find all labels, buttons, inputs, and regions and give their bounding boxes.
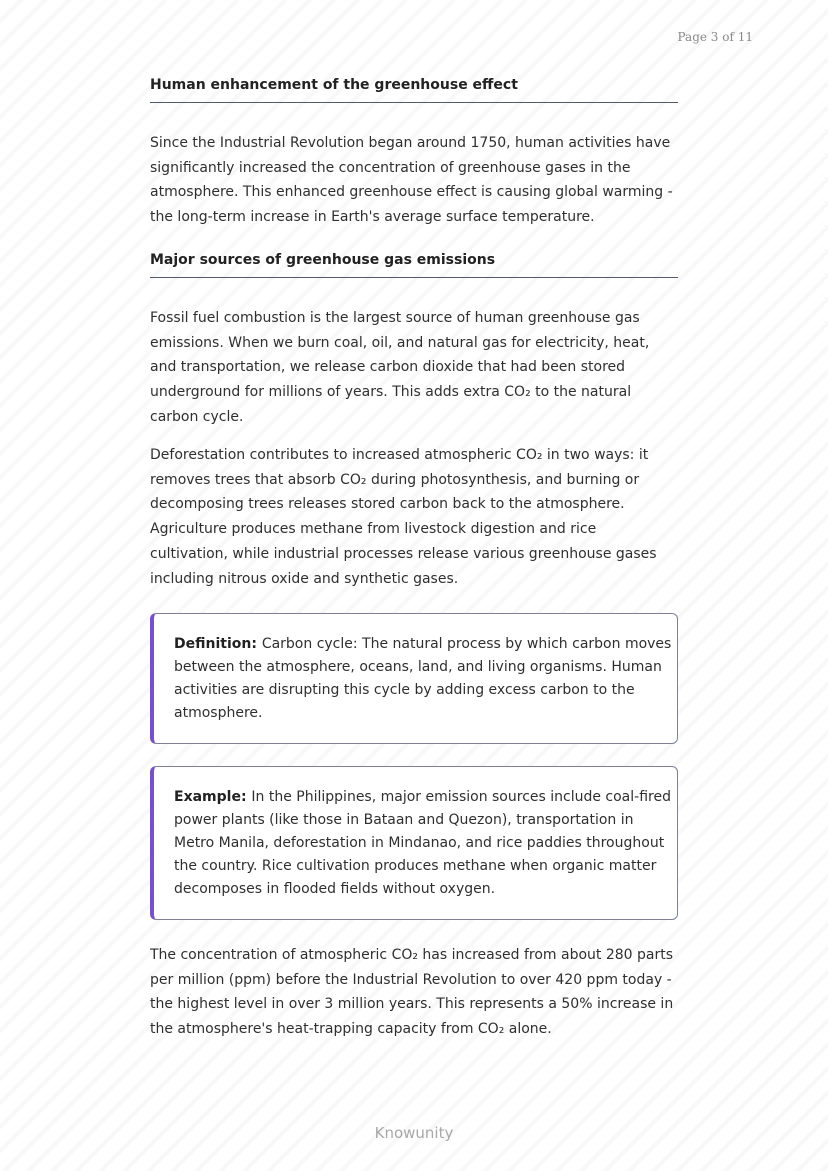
section-heading-human-enhancement: Human enhancement of the greenhouse effect <box>150 77 678 103</box>
definition-text: Carbon cycle: The natural process by which carbon moves between the atmosphere, oceans, land, and living organisms. Human activities are disrupting this cycle by adding excess carbon to the atmosphere. <box>174 636 672 721</box>
definition-callout <box>150 613 678 744</box>
paragraph-industrial-revolution: Since the Industrial Revolution began around 1750, human activities have significantly increased the concentration of greenhouse gases in the atmosphere. This enhanced greenhouse effect is causing global warming - the long-term increase in Earth's average surface temperature. <box>150 135 673 226</box>
example-callout <box>150 766 678 920</box>
section-heading-major-sources: Major sources of greenhouse gas emissions <box>150 252 678 278</box>
paragraph-deforestation: Deforestation contributes to increased atmospheric CO₂ in two ways: it removes trees that absorb CO₂ during photosynthesis, and burning or decomposing trees releases stored carbon back to the atmosphere. Agriculture produces methane from livestock digestion and rice cultivation, while industrial processes release various greenhouse gases including nitrous oxide and synthetic gases. <box>150 447 657 587</box>
definition-label: Definition: <box>174 636 262 652</box>
page-number: Page 3 of 11 <box>677 30 753 44</box>
example-text: In the Philippines, major emission sources include coal-fired power plants (like those in Bataan and Quezon), transportation in Metro Manila, deforestation in Mindanao, and rice paddies throughout the country. Rice cultivation produces methane when organic matter decomposes in flooded fields without oxygen. <box>174 789 671 897</box>
example-label: Example: <box>174 789 252 805</box>
paragraph-co2-concentration: The concentration of atmospheric CO₂ has increased from about 280 parts per million (ppm) before the Industrial Revolution to over 420 ppm today - the highest level in over 3 million years. This represents a 50% increase in the atmosphere's heat-trapping capacity from CO₂ alone. <box>150 947 674 1038</box>
footer-brand: Knowunity <box>374 1124 454 1142</box>
paragraph-fossil-fuels: Fossil fuel combustion is the largest source of human greenhouse gas emissions. When we burn coal, oil, and natural gas for electricity, heat, and transportation, we release carbon dioxide that had been stored underground for millions of years. This adds extra CO₂ to the natural carbon cycle. <box>150 310 650 425</box>
